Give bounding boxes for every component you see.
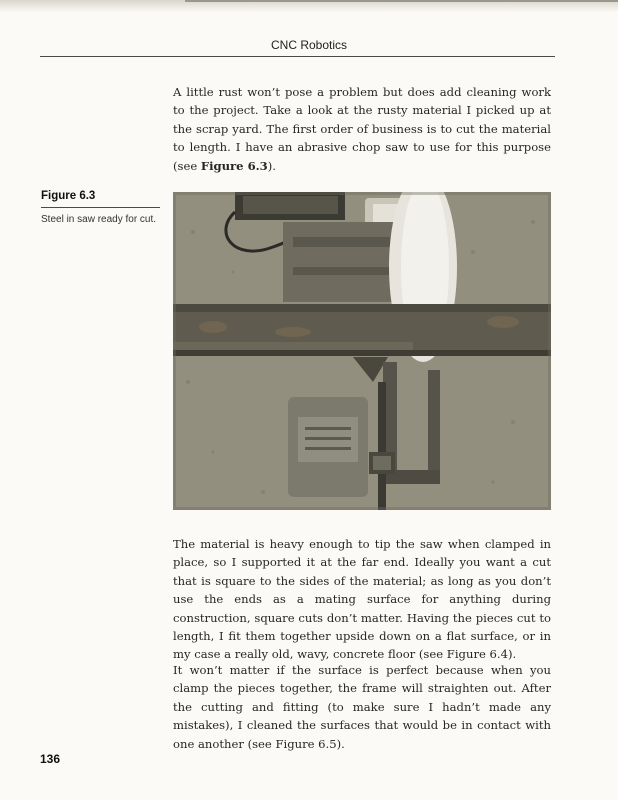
figure-6-3-photo [173, 192, 551, 510]
figure-label: Figure 6.3 [41, 190, 96, 202]
figure-caption: Steel in saw ready for cut. [41, 214, 157, 225]
scan-top-edge [185, 0, 618, 2]
paragraph-2-text: The material is heavy enough to tip the saw when clamped in place, so I supported it at the far end. Ideally you want a cut that is square to the sides of the material; as long as you don’t use the ends as a mating surface for anything during construction, square cuts don’t matter. Having the pieces cut to length, I fit them together upside down on a flat surface, or in my case a really old, wavy, concrete floor (see [173, 537, 551, 662]
paragraph-1-text: A little rust won’t pose a problem but does add cleaning work to the project. Take a look at the rusty material I picked up at the scrap yard. The first order of business is to cut the material to length. I have an abrasive chop saw to use for this purpose (see [173, 85, 551, 173]
figure-6-4-ref: Figure 6.4 [446, 647, 508, 662]
header-rule [40, 56, 555, 57]
paragraph-2-end: ). [507, 647, 517, 662]
paragraph-3 [173, 661, 551, 753]
caption-rule [41, 207, 160, 208]
running-header: CNC Robotics [270, 38, 348, 52]
paragraph-3-end: ). [336, 736, 345, 751]
figure-6-5-ref: Figure 6.5 [275, 736, 337, 751]
saw-photo-illustration [173, 192, 551, 510]
paragraph-1-end: ). [267, 158, 276, 173]
paragraph-2 [173, 535, 551, 664]
page-number: 136 [40, 752, 61, 766]
figure-6-3-ref: Figure 6.3 [200, 158, 268, 173]
paragraph-1 [173, 83, 551, 175]
paragraph-3-text: It won’t matter if the surface is perfect because when you clamp the pieces together, the frame will straighten out. After the cutting and fitting (to make sure I hadn’t made any mistakes), I cleaned the surfaces that would be in contact with one another (see [173, 663, 551, 751]
